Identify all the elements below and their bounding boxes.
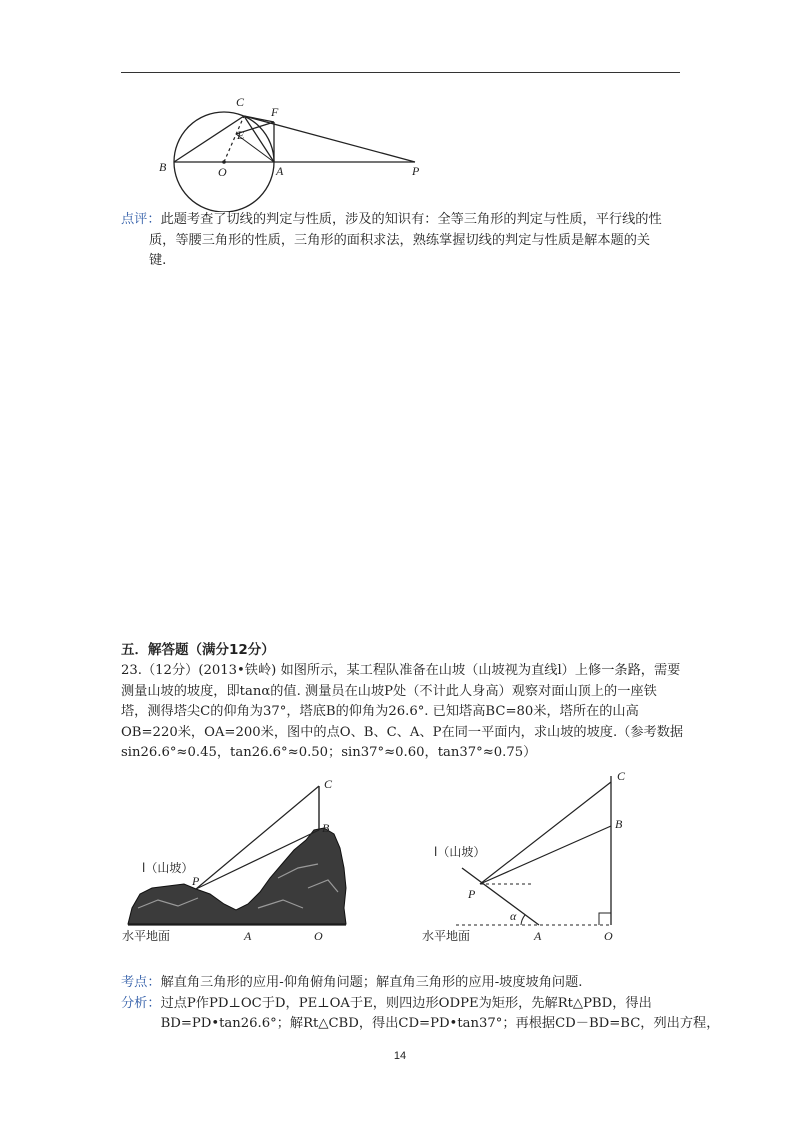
kaodian-row (121, 973, 681, 994)
label-b: B (322, 821, 330, 835)
kaodian-tag: 考点： (121, 975, 161, 990)
label-p: P (468, 887, 476, 901)
label-c: C (617, 769, 626, 783)
circle-tangent-figure (150, 92, 440, 212)
label-o: O (604, 929, 613, 943)
comment-line-3: 键. (149, 253, 167, 268)
label-b: B (615, 817, 623, 831)
comment-block (121, 210, 681, 272)
geometry-figure (418, 768, 648, 948)
comment-line-2: 质，等腰三角形的性质，三角形的面积求法，熟练掌握切线的判定与性质是解本题的关 (149, 232, 651, 248)
fenxi-tag: 分析： (121, 995, 161, 1011)
label-ground: 水平地面 (422, 929, 471, 943)
label-c: C (236, 95, 245, 109)
label-o: O (314, 929, 323, 943)
problem-line-4: OB=220米，OA=200米，图中的点O、B、C、A、P在同一平面内，求山坡的坡度.（参考数据 (121, 724, 684, 740)
problem-line-3: 塔，测得塔尖C的仰角为37°，塔底B的仰角为26.6°. 已知塔高BC=80米，塔所在的山高 (121, 704, 639, 719)
fenxi-line-1: 过点P作PD⊥OC于D，PE⊥OA于E，则四边形ODPE为矩形，先解Rt△PBD，得出 (160, 995, 652, 1011)
label-alpha: α (510, 909, 517, 923)
comment-tag: 点评： (121, 212, 161, 227)
label-a: A (244, 929, 252, 943)
point-o (222, 160, 226, 164)
problem-text (121, 661, 684, 764)
label-b: B (159, 160, 167, 174)
fenxi-row (121, 994, 720, 1035)
problem-line-1: 23.（12分）(2013•铁岭) 如图所示，某工程队准备在山坡（山坡视为直线l）上修一条路，需要 (121, 663, 681, 678)
label-ground: 水平地面 (122, 929, 171, 943)
sight-pb (480, 826, 611, 884)
right-angle-mark (599, 913, 611, 925)
problem-line-5: sin26.6°≈0.45，tan26.6°≈0.50；sin37°≈0.60，tan37°≈0.75） (121, 745, 537, 760)
analysis-block (121, 973, 720, 1035)
label-e: E (237, 128, 245, 142)
label-c: C (324, 777, 333, 791)
label-a: A (276, 164, 284, 178)
alpha-arc (521, 915, 525, 925)
mountain-silhouette (128, 828, 346, 924)
page-number: 14 (393, 1050, 407, 1062)
fenxi-line-2: BD=PD•tan26.6°；解Rt△CBD，得出CD=PD•tan37°；再根据CD－BD=BC，列出方程， (160, 1016, 720, 1031)
section-title: 五．解答题（满分12分） (121, 642, 275, 658)
sight-pc (480, 782, 611, 884)
label-p: P (412, 164, 420, 178)
comment-line-1: 此题考查了切线的判定与性质，涉及的知识有：全等三角形的判定与性质，平行线的性 (160, 212, 662, 227)
label-slope: l（山坡） (142, 861, 194, 875)
label-f: F (271, 105, 279, 119)
label-a: A (534, 929, 542, 943)
label-p: P (192, 874, 200, 888)
header-rule (121, 72, 680, 73)
mountain-figure (118, 768, 358, 948)
label-o: O (218, 165, 227, 179)
problem-line-2: 测量山坡的坡度，即tanα的值. 测量员在山坡P处（不计此人身高）观察对面山顶上的一座铁 (121, 683, 657, 699)
kaodian-text: 解直角三角形的应用-仰角俯角问题；解直角三角形的应用-坡度坡角问题. (160, 975, 583, 990)
label-slope: l（山坡） (434, 845, 486, 859)
